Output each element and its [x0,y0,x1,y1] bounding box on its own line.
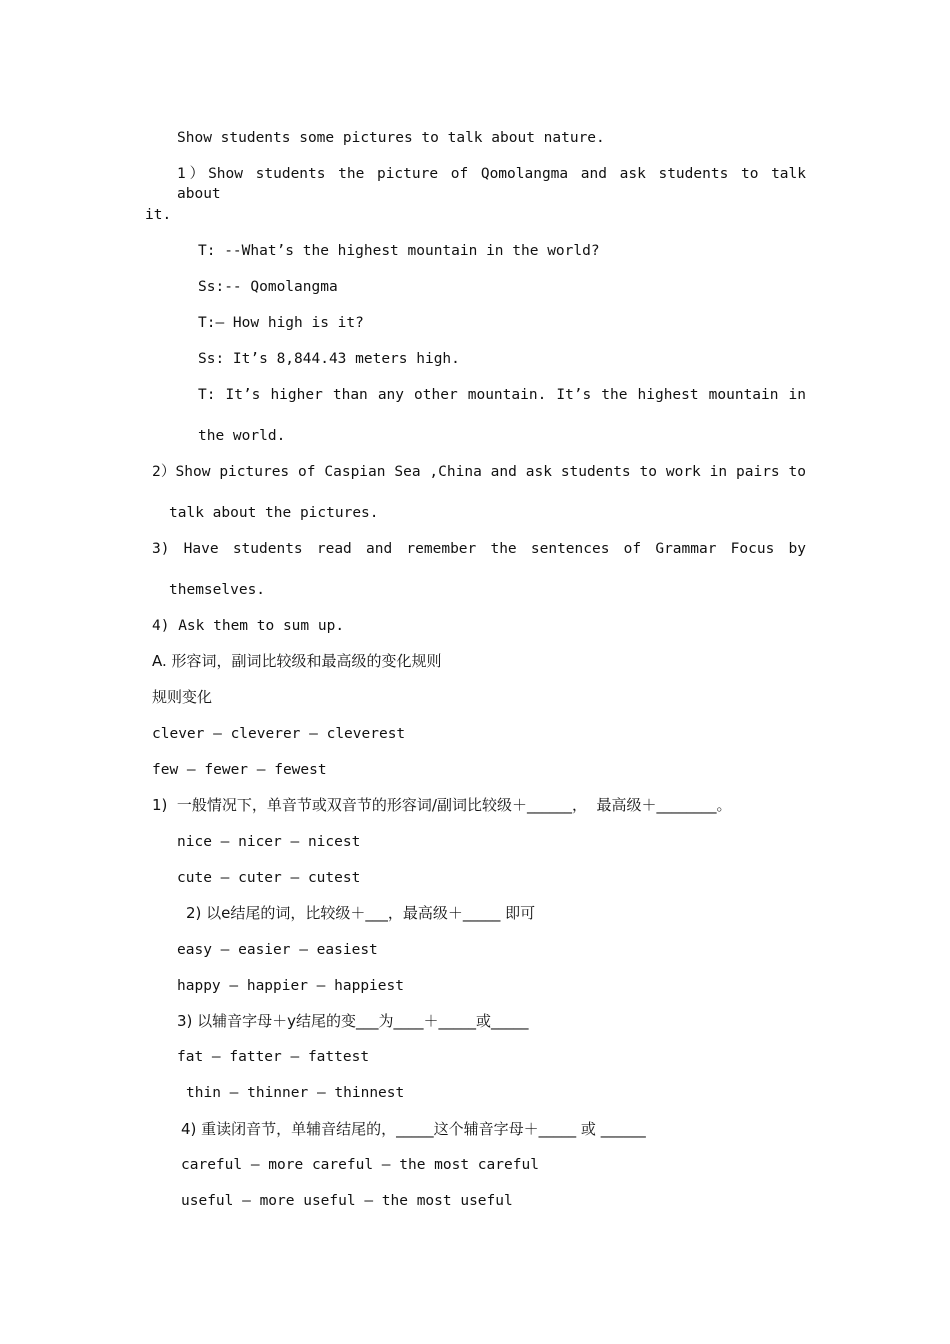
step-2-continuation: talk about the pictures. [169,505,379,521]
step-1-line: 1）Show students the picture of Qomolangma and ask students to talk about [177,166,806,202]
regular-changes-heading: 规则变化 [152,688,213,706]
step-3-continuation: themselves. [169,582,266,598]
example-happy: happy — happier — happiest [177,978,404,994]
example-useful: useful — more useful — the most useful [181,1193,513,1209]
dialogue-teacher-3: T: It’s higher than any other mountain. It’s the highest mountain in [198,387,806,403]
dialogue-teacher-2: T:— How high is it? [198,315,364,331]
step-4-line: 4) Ask them to sum up. [152,618,345,634]
intro-line: Show students some pictures to talk about nature. [177,130,605,146]
example-nice: nice — nicer — nicest [177,834,361,850]
rule-1: 1) 一般情况下，单音节或双音节的形容词/副词比较级＋______， 最高级＋________。 [152,796,732,814]
step-3-line: 3) Have students read and remember the sentences of Grammar Focus by [152,541,806,557]
rule-3: 3) 以辅音字母＋y结尾的变___为____＋_____或_____ [177,1012,529,1030]
example-easy: easy — easier — easiest [177,942,378,958]
rule-2: 2) 以e结尾的词，比较级＋___，最高级＋_____ 即可 [186,904,536,922]
dialogue-students-1: Ss:-- Qomolangma [198,279,338,295]
section-a-heading: A. 形容词，副词比较级和最高级的变化规则 [152,652,442,670]
example-cute: cute — cuter — cutest [177,870,361,886]
step-1-continuation: it. [145,207,172,223]
dialogue-students-2: Ss: It’s 8,844.43 meters high. [198,351,460,367]
example-fat: fat — fatter — fattest [177,1049,370,1065]
dialogue-teacher-1: T: --What’s the highest mountain in the world? [198,243,600,259]
example-careful: careful — more careful — the most careful [181,1157,539,1173]
rule-4: 4) 重读闭音节，单辅音结尾的，_____这个辅音字母＋_____ 或 ______ [181,1120,646,1138]
example-thin: thin — thinner — thinnest [186,1085,405,1101]
example-clever: clever — cleverer — cleverest [152,726,406,742]
step-2-line: 2）Show pictures of Caspian Sea ,China and ask students to work in pairs to [152,464,806,480]
example-few: few — fewer — fewest [152,762,327,778]
dialogue-teacher-3-continuation: the world. [198,428,286,444]
